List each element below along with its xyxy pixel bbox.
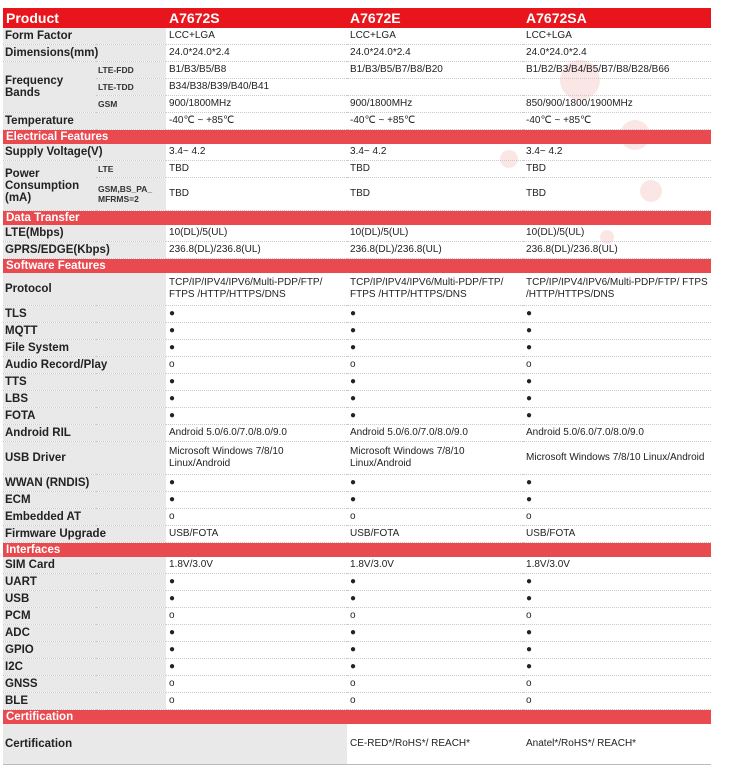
value-cell: 1.8V/3.0V — [166, 557, 347, 574]
row-label: ADC — [3, 625, 166, 642]
header-product: Product — [3, 8, 166, 28]
section-title: Data Transfer — [3, 211, 711, 226]
row-sublabel: LTE-FDD — [96, 62, 166, 79]
table-row — [3, 526, 711, 543]
value-cell: o — [523, 693, 711, 710]
table-row — [3, 306, 711, 323]
table-row — [3, 273, 711, 306]
row-label: Supply Voltage(V) — [3, 144, 166, 161]
row-sublabel: GSM,BS_PA_ MFRMS=2 — [96, 178, 166, 211]
value-cell: ● — [523, 340, 711, 357]
value-cell: 3.4~ 4.2 — [166, 144, 347, 161]
value-cell: o — [166, 357, 347, 374]
table-row — [3, 242, 711, 259]
table-row — [3, 425, 711, 442]
table-row — [3, 625, 711, 642]
value-cell: Microsoft Windows 7/8/10 Linux/Android — [347, 442, 523, 475]
row-sublabel: LTE — [96, 161, 166, 178]
value-cell: Anatel*/RoHS*/ REACH* — [523, 724, 711, 765]
value-cell: o — [166, 608, 347, 625]
row-label: Power Consumption (mA) — [3, 161, 96, 211]
row-label: Frequency Bands — [3, 62, 96, 113]
value-cell: o — [347, 357, 523, 374]
table-row — [3, 475, 711, 492]
value-cell: Microsoft Windows 7/8/10 Linux/Android — [523, 442, 711, 475]
value-cell: -40℃ ~ +85℃ — [166, 113, 347, 130]
value-cell: o — [523, 357, 711, 374]
section-title: Electrical Features — [3, 130, 711, 145]
value-cell: TBD — [523, 178, 711, 211]
value-cell: ● — [347, 408, 523, 425]
value-cell: ● — [347, 391, 523, 408]
row-label: LBS — [3, 391, 166, 408]
value-cell: -40℃ ~ +85℃ — [347, 113, 523, 130]
value-cell: 24.0*24.0*2.4 — [166, 45, 347, 62]
value-cell: ● — [347, 340, 523, 357]
table-row — [3, 113, 711, 130]
row-label: LTE(Mbps) — [3, 225, 166, 242]
section-header-software — [3, 259, 711, 274]
table-row — [3, 509, 711, 526]
value-cell: ● — [523, 625, 711, 642]
row-label: GPIO — [3, 642, 166, 659]
value-cell: ● — [166, 492, 347, 509]
value-cell: ● — [347, 642, 523, 659]
section-title: Certification — [3, 710, 711, 725]
value-cell: 850/900/1800/1900MHz — [523, 96, 711, 113]
value-cell: 3.4~ 4.2 — [523, 144, 711, 161]
value-cell: 10(DL)/5(UL) — [523, 225, 711, 242]
table-row — [3, 408, 711, 425]
table-row — [3, 693, 711, 710]
value-cell: LCC+LGA — [347, 28, 523, 45]
value-cell: ● — [347, 323, 523, 340]
value-cell: LCC+LGA — [523, 28, 711, 45]
value-cell: B1/B3/B5/B7/B8/B20 — [347, 62, 523, 79]
table-row — [3, 225, 711, 242]
value-cell: 900/1800MHz — [166, 96, 347, 113]
value-cell: Microsoft Windows 7/8/10 Linux/Android — [166, 442, 347, 475]
value-cell: -40℃ ~ +85℃ — [523, 113, 711, 130]
row-sublabel: LTE-TDD — [96, 79, 166, 96]
value-cell: ● — [523, 475, 711, 492]
table-row — [3, 557, 711, 574]
value-cell: ● — [166, 391, 347, 408]
value-cell: CE-RED*/RoHS*/ REACH* — [347, 724, 523, 765]
value-cell: B34/B38/B39/B40/B41 — [166, 79, 347, 96]
row-label: Certification — [3, 724, 166, 765]
table-row — [3, 724, 711, 765]
row-label: I2C — [3, 659, 166, 676]
value-cell: ● — [523, 642, 711, 659]
value-cell: ● — [347, 374, 523, 391]
header-model-c: A7672SA — [523, 8, 711, 28]
value-cell: 236.8(DL)/236.8(UL) — [347, 242, 523, 259]
row-label: TLS — [3, 306, 166, 323]
row-label: File System — [3, 340, 166, 357]
row-label: Temperature — [3, 113, 166, 130]
value-cell: TCP/IP/IPV4/IPV6/Multi-PDP/FTP/ FTPS /HTTP/HTTPS/DNS — [523, 273, 711, 306]
row-label: USB — [3, 591, 166, 608]
table-row — [3, 144, 711, 161]
value-cell — [347, 79, 523, 96]
value-cell: ● — [166, 408, 347, 425]
row-label: TTS — [3, 374, 166, 391]
row-label: GPRS/EDGE(Kbps) — [3, 242, 166, 259]
value-cell: ● — [166, 340, 347, 357]
section-header-certification — [3, 710, 711, 725]
value-cell: o — [347, 608, 523, 625]
value-cell: o — [347, 509, 523, 526]
value-cell: o — [523, 676, 711, 693]
value-cell: o — [166, 509, 347, 526]
row-label: WWAN (RNDIS) — [3, 475, 166, 492]
value-cell: USB/FOTA — [523, 526, 711, 543]
value-cell: TCP/IP/IPV4/IPV6/Multi-PDP/FTP/ FTPS /HTTP/HTTPS/DNS — [166, 273, 347, 306]
table-row — [3, 608, 711, 625]
table-row — [3, 323, 711, 340]
value-cell — [523, 79, 711, 96]
value-cell: Android 5.0/6.0/7.0/8.0/9.0 — [523, 425, 711, 442]
value-cell: ● — [347, 625, 523, 642]
row-label: Form Factor — [3, 28, 166, 45]
value-cell: 1.8V/3.0V — [347, 557, 523, 574]
value-cell: o — [523, 509, 711, 526]
row-label: MQTT — [3, 323, 166, 340]
value-cell: ● — [523, 391, 711, 408]
value-cell: ● — [347, 659, 523, 676]
value-cell: ● — [166, 306, 347, 323]
value-cell: USB/FOTA — [347, 526, 523, 543]
table-row — [3, 340, 711, 357]
row-label: Embedded AT — [3, 509, 166, 526]
value-cell: ● — [166, 591, 347, 608]
value-cell: 3.4~ 4.2 — [347, 144, 523, 161]
value-cell: 24.0*24.0*2.4 — [347, 45, 523, 62]
row-label: USB Driver — [3, 442, 166, 475]
value-cell: 10(DL)/5(UL) — [347, 225, 523, 242]
table-row — [3, 374, 711, 391]
value-cell: 900/1800MHz — [347, 96, 523, 113]
value-cell — [166, 724, 347, 765]
table-row — [3, 442, 711, 475]
value-cell: B1/B2/B3/B4/B5/B7/B8/B28/B66 — [523, 62, 711, 79]
value-cell: TBD — [347, 178, 523, 211]
row-label: FOTA — [3, 408, 166, 425]
value-cell: ● — [347, 574, 523, 591]
table-row — [3, 642, 711, 659]
table-header-row — [3, 8, 711, 28]
row-label: ECM — [3, 492, 166, 509]
value-cell: 1.8V/3.0V — [523, 557, 711, 574]
value-cell: ● — [347, 306, 523, 323]
table-row — [3, 574, 711, 591]
section-title: Interfaces — [3, 543, 711, 558]
value-cell: Android 5.0/6.0/7.0/8.0/9.0 — [347, 425, 523, 442]
value-cell: LCC+LGA — [166, 28, 347, 45]
row-label: Protocol — [3, 273, 166, 306]
section-header-data-transfer — [3, 211, 711, 226]
table-row — [3, 161, 711, 178]
table-row — [3, 28, 711, 45]
table-row — [3, 96, 711, 113]
row-label: Audio Record/Play — [3, 357, 166, 374]
value-cell: o — [347, 676, 523, 693]
value-cell: 10(DL)/5(UL) — [166, 225, 347, 242]
value-cell: ● — [523, 659, 711, 676]
section-header-electrical — [3, 130, 711, 145]
value-cell: ● — [523, 492, 711, 509]
value-cell: TBD — [166, 178, 347, 211]
section-title: Software Features — [3, 259, 711, 274]
value-cell: ● — [523, 591, 711, 608]
value-cell: TBD — [166, 161, 347, 178]
header-model-a: A7672S — [166, 8, 347, 28]
value-cell: ● — [523, 408, 711, 425]
table-row — [3, 62, 711, 79]
value-cell: o — [523, 608, 711, 625]
row-label: Android RIL — [3, 425, 166, 442]
value-cell: ● — [166, 574, 347, 591]
value-cell: TBD — [347, 161, 523, 178]
value-cell: ● — [523, 323, 711, 340]
row-label: SIM Card — [3, 557, 166, 574]
table-row — [3, 676, 711, 693]
value-cell: o — [347, 693, 523, 710]
table-row — [3, 492, 711, 509]
table-row — [3, 659, 711, 676]
value-cell: ● — [166, 374, 347, 391]
value-cell: 24.0*24.0*2.4 — [523, 45, 711, 62]
row-label: BLE — [3, 693, 166, 710]
row-label: Dimensions(mm) — [3, 45, 166, 62]
row-label: GNSS — [3, 676, 166, 693]
row-label: Firmware Upgrade — [3, 526, 166, 543]
value-cell: ● — [166, 659, 347, 676]
table-row — [3, 357, 711, 374]
row-label: PCM — [3, 608, 166, 625]
section-header-interfaces — [3, 543, 711, 558]
value-cell: ● — [347, 492, 523, 509]
table-row — [3, 591, 711, 608]
value-cell: ● — [347, 591, 523, 608]
value-cell: 236.8(DL)/236.8(UL) — [523, 242, 711, 259]
value-cell: TBD — [523, 161, 711, 178]
value-cell: USB/FOTA — [166, 526, 347, 543]
table-row — [3, 79, 711, 96]
value-cell: 236.8(DL)/236.8(UL) — [166, 242, 347, 259]
table-row — [3, 178, 711, 211]
value-cell: TCP/IP/IPV4/IPV6/Multi-PDP/FTP/ FTPS /HTTP/HTTPS/DNS — [347, 273, 523, 306]
value-cell: ● — [523, 374, 711, 391]
value-cell: ● — [523, 574, 711, 591]
value-cell: ● — [166, 323, 347, 340]
value-cell: ● — [166, 475, 347, 492]
value-cell: B1/B3/B5/B8 — [166, 62, 347, 79]
row-sublabel: GSM — [96, 96, 166, 113]
value-cell: ● — [523, 306, 711, 323]
value-cell: ● — [347, 475, 523, 492]
value-cell: o — [166, 676, 347, 693]
value-cell: o — [166, 693, 347, 710]
row-label: UART — [3, 574, 166, 591]
value-cell: Android 5.0/6.0/7.0/8.0/9.0 — [166, 425, 347, 442]
spec-table — [3, 8, 711, 765]
value-cell: ● — [166, 642, 347, 659]
header-model-b: A7672E — [347, 8, 523, 28]
table-row — [3, 391, 711, 408]
value-cell: ● — [166, 625, 347, 642]
table-row — [3, 45, 711, 62]
